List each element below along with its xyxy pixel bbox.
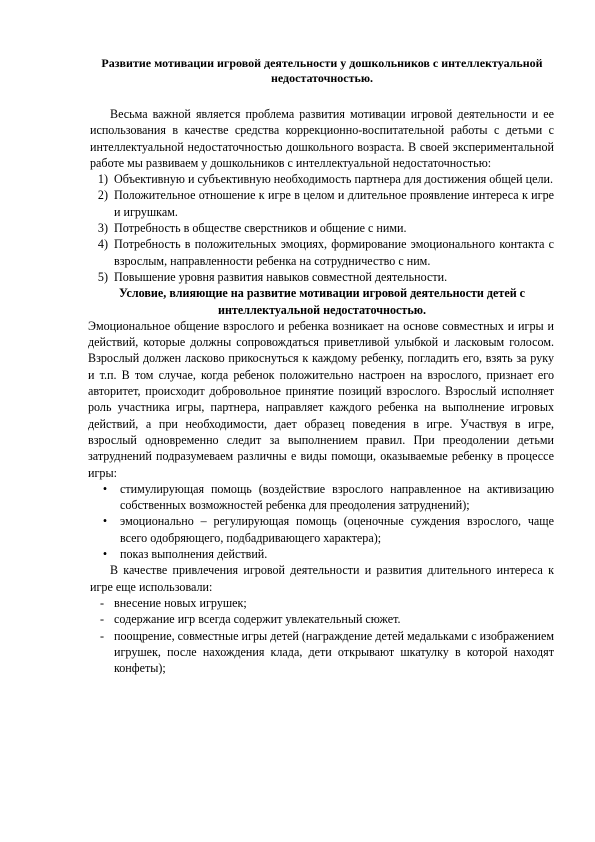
numbered-item (90, 269, 554, 285)
dash-item (90, 595, 554, 611)
item-number: 2) (97, 188, 108, 203)
bullet-text: показ выполнения действий. (120, 547, 268, 562)
bullet-item (90, 481, 554, 514)
item-text: Потребность в обществе сверстников и общение с ними. (114, 221, 407, 236)
dash-icon: - (99, 612, 105, 627)
item-text: Повышение уровня развития навыков совместной деятельности. (114, 269, 448, 284)
numbered-item (90, 171, 554, 187)
intro-paragraph: Весьма важной является проблема развития мотивации игровой деятельности и ее использования в качестве средства коррекционно-воспитательной работы с детьми с интеллектуальной недостаточностью дошкольного возраста. В своей экспериментальной работе мы развиваем у дошкольников с интеллектуальной недостаточностью: (90, 107, 554, 170)
dash-item (90, 628, 554, 677)
dash-icon: - (99, 595, 105, 610)
numbered-item (90, 236, 554, 269)
item-number: 1) (97, 172, 108, 187)
numbered-item (90, 220, 554, 236)
numbered-list (90, 171, 554, 285)
body-paragraph-1: Эмоциональное общение взрослого и ребенка возникает на основе совместных и игры и действий, которые должны сопровождаться приветливой улыбкой и ласковым голосом. Взрослый должен ласково прикоснуться к каждому ребенку, погладить его, взять за руку и т.п. В том случае, когда ребенок положительно настроен на взрослого, признает его авторитет, происходит добровольное принятие позиций взрослого. Взрослый исполняет роль участника игры, партнера, направляет каждого ребенка на выполнение игровых действий, а при необходимости, дает образец поведения в игре. Участвуя в игре, взрослый одновременно следит за выполнением правил. При преодолении детьми затруднений подразумеваем различны е виды помощи, оказываемые ребенку в процессе игры: (88, 318, 554, 480)
bullet-list (90, 481, 554, 562)
item-number: 3) (97, 221, 108, 236)
bullet-item (90, 513, 554, 546)
bullet-item (90, 546, 554, 562)
item-text: Объективную и субъективную необходимость партнера для достижения общей цели. (114, 172, 554, 187)
body-paragraph-2: В качестве привлечения игровой деятельности и развития длительного интереса к игре еще использовали: (90, 563, 554, 594)
bullet-text: эмоционально – регулирующая помощь (оценочные суждения взрослого, чаще всего одобряющего, подбадривающего характера); (120, 514, 554, 545)
dash-list (90, 595, 554, 676)
dash-item (90, 611, 554, 627)
bullet-icon: • (102, 481, 108, 496)
item-text: Потребность в положительных эмоциях, формирование эмоционального контакта с взрослым, направленности ребенка на сотрудничество с ним. (114, 237, 554, 268)
dash-icon: - (99, 628, 105, 643)
item-text: Положительное отношение к игре в целом и длительное проявление интереса к игре и игрушкам. (114, 188, 554, 219)
bullet-icon: • (102, 547, 108, 562)
document-title: Развитие мотивации игровой деятельности у дошкольников с интеллектуальной недостаточностью. (101, 56, 543, 85)
bullet-text: стимулирующая помощь (воздействие взрослого направленное на активизацию собственных возможностей ребенка для преодоления затруднений); (120, 481, 554, 513)
section-subtitle: Условие, влияющие на развитие мотивации игровой деятельности детей с интеллектуальной недостаточностью. (118, 286, 526, 317)
dash-text: внесение новых игрушек; (114, 595, 247, 610)
dash-text: содержание игр всегда содержит увлекательный сюжет. (114, 612, 401, 627)
item-number: 5) (97, 269, 108, 284)
item-number: 4) (97, 237, 108, 252)
dash-text: поощрение, совместные игры детей (награждение детей медальками с изображением игрушек, после нахождения клада, дети открывают шкатулку в которой находят конфеты); (114, 628, 554, 676)
bullet-icon: • (102, 514, 108, 529)
numbered-item (90, 187, 554, 220)
document-page (90, 56, 554, 676)
